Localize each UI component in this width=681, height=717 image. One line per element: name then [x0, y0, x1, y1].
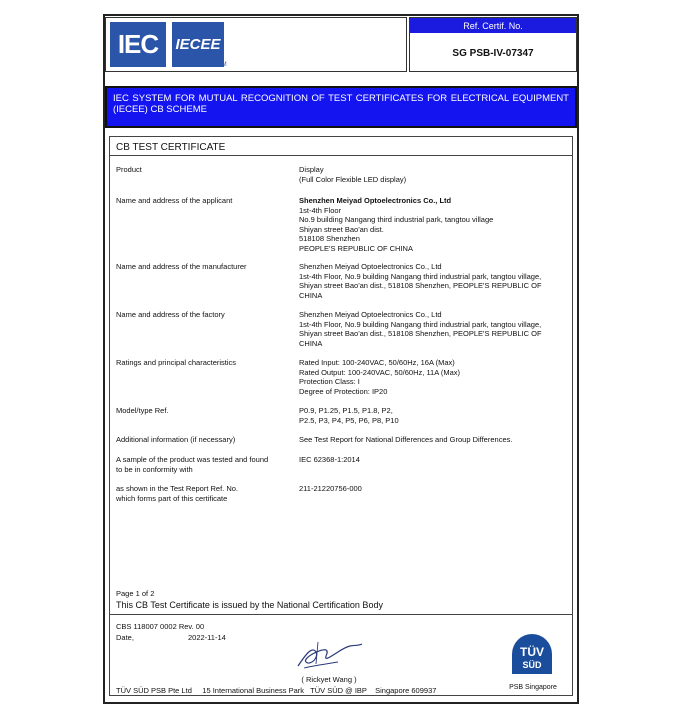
- manufacturer-label: Name and address of the manufacturer: [116, 262, 247, 271]
- ratings-value: Rated Input: 100-240VAC, 50/60Hz, 16A (Max) Rated Output: 100-240VAC, 50/60Hz, 11A (Max) Protection Class: I Degree of Protection: IP20: [299, 358, 461, 396]
- cbs-reference: CBS 118007 0002 Rev. 00: [116, 622, 205, 631]
- model-value: P0.9, P1.25, P1.5, P1.8, P2, P2.5, P3, P4, P5, P6, P8, P10: [299, 406, 399, 425]
- signer-name: ( Rickyet Wang ): [301, 675, 357, 684]
- ratings-label: Ratings and principal characteristics: [116, 358, 237, 367]
- issued-by: This CB Test Certificate is issued by the National Certification Body: [116, 600, 383, 610]
- divider: [109, 614, 573, 615]
- footer-address: TÜV SÜD PSB Pte Ltd 15 International Business Park TÜV SÜD @ IBP Singapore 609937: [116, 686, 437, 695]
- date-label: Date,: [116, 633, 134, 642]
- reference-panel: [409, 17, 577, 72]
- manufacturer-value: Shenzhen Meiyad Optoelectronics Co., Ltd 1st-4th Floor, No.9 building Nangang third industrial park, tangtou village, Shiyan street Bao'an dist., 518108 Shenzhen, PEOPLE'S REPUBLIC OF CHINA: [299, 262, 542, 300]
- product-label: Product: [116, 165, 142, 174]
- additional-value: See Test Report for National Differences and Group Differences.: [299, 435, 513, 444]
- additional-label: Additional information (if necessary): [116, 435, 236, 444]
- ref-number: SG PSB-IV-07347: [452, 48, 534, 59]
- ref-label: Ref. Certif. No.: [410, 18, 576, 33]
- iecee-logo: IECEE: [172, 22, 224, 67]
- logo-panel: [105, 17, 407, 72]
- standard-value: IEC 62368-1:2014: [299, 455, 360, 464]
- tuv-sud-logo: [508, 630, 556, 678]
- report-label: as shown in the Test Report Ref. No. which forms part of this certificate: [116, 484, 239, 503]
- psb-label: PSB Singapore: [509, 684, 557, 691]
- date-value: 2022-11-14: [188, 633, 226, 642]
- divider: [109, 155, 573, 156]
- report-value: 211-21220756-000: [299, 484, 362, 493]
- page-info: Page 1 of 2: [116, 589, 155, 598]
- svg-text:SÜD: SÜD: [522, 660, 542, 670]
- factory-label: Name and address of the factory: [116, 310, 225, 319]
- scheme-banner: IEC SYSTEM FOR MUTUAL RECOGNITION OF TEST CERTIFICATES FOR ELECTRICAL EQUIPMENT (IECEE) CB SCHEME: [105, 86, 577, 128]
- trademark-mark: TM: [218, 62, 227, 68]
- model-label: Model/type Ref.: [116, 406, 169, 415]
- svg-text:TÜV: TÜV: [520, 645, 544, 659]
- signature: [292, 636, 366, 676]
- registered-mark: ®: [156, 62, 161, 68]
- certificate-title: CB TEST CERTIFICATE: [116, 142, 226, 153]
- standard-label: A sample of the product was tested and found to be in conformity with: [116, 455, 269, 474]
- applicant-value: Shenzhen Meiyad Optoelectronics Co., Ltd 1st-4th Floor No.9 building Nangang third industrial park, tangtou village Shiyan street Bao'an dist. 518108 Shenzhen PEOPLE'S REPUBLIC OF CHINA: [299, 196, 494, 253]
- iec-logo: IEC: [110, 22, 166, 67]
- product-value: Display (Full Color Flexible LED display): [299, 165, 407, 184]
- applicant-label: Name and address of the applicant: [116, 196, 233, 205]
- factory-value: Shenzhen Meiyad Optoelectronics Co., Ltd 1st-4th Floor, No.9 building Nangang third industrial park, tangtou village, Shiyan street Bao'an dist., 518108 Shenzhen, PEOPLE'S REPUBLIC OF CHINA: [299, 310, 542, 348]
